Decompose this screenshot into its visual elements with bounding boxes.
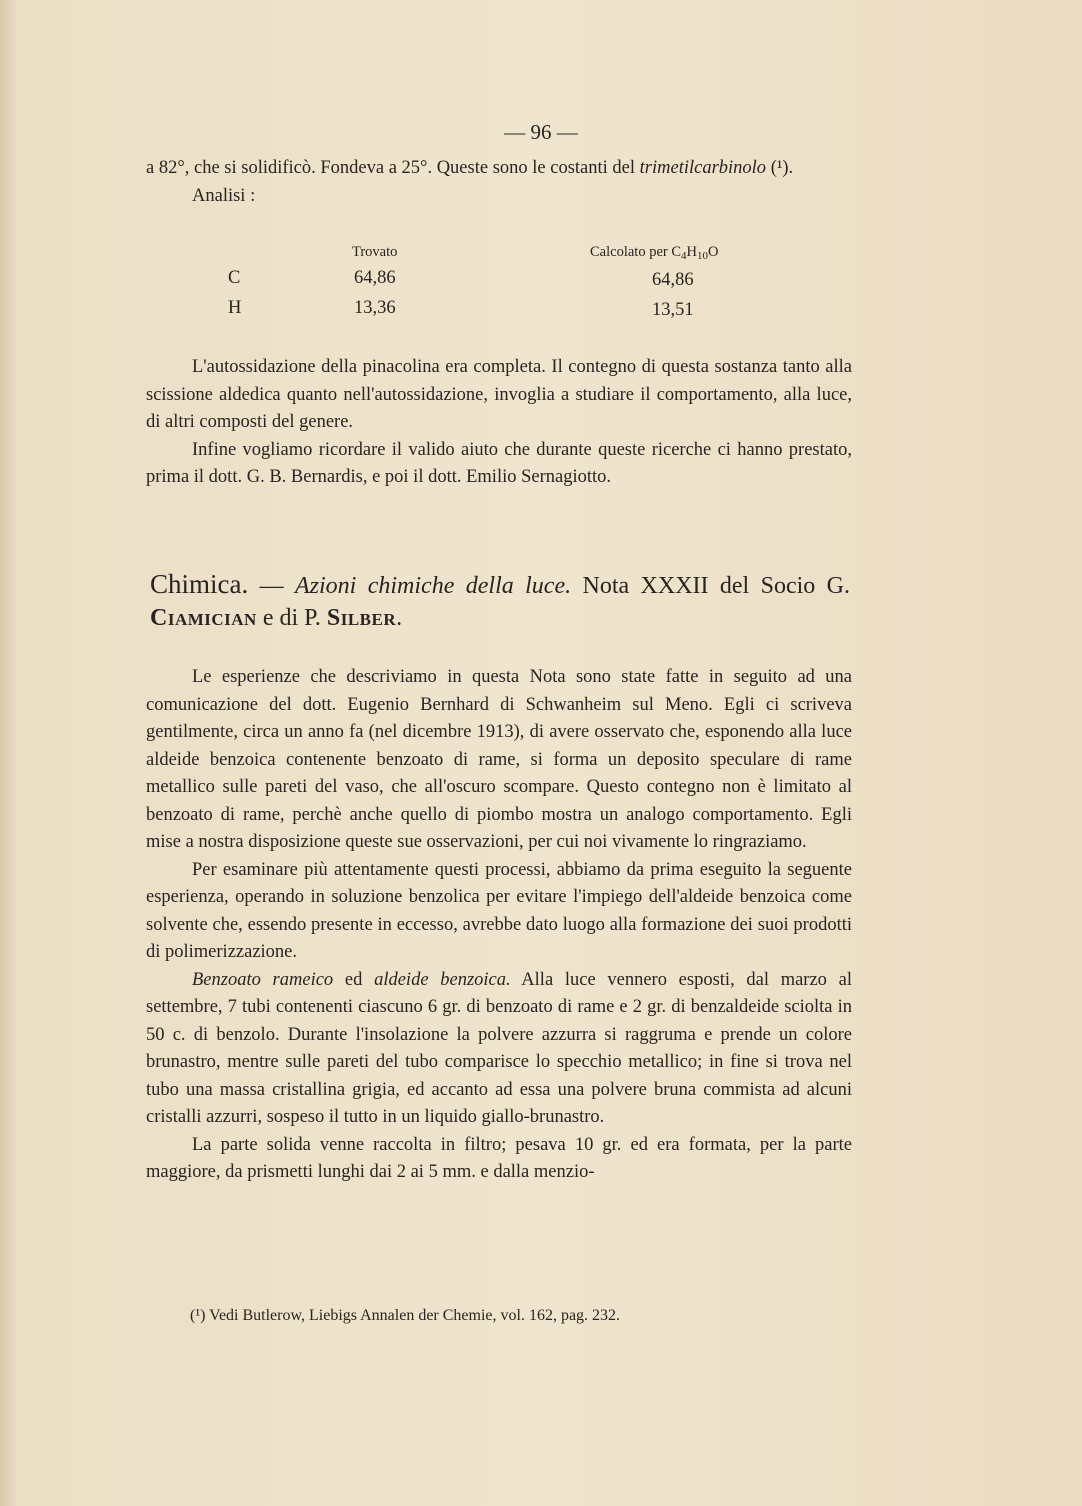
heading-subject: Chimica. [150, 569, 249, 599]
closing-block [146, 354, 852, 492]
footnote-ref: (¹). [766, 158, 794, 178]
paragraph: Per esaminare più attentamente questi processi, abbiamo da prima eseguito la seguente esperienza, operando in soluzione benzolica per evitare l'impiego dell'aldeide benzoica come solvente che, essendo presente in eccesso, avrebbe dato luogo alla formazione dei suoi prodotti di polimerizzazione. [146, 859, 852, 962]
compound-name: trimetilcarbinolo [639, 158, 767, 178]
heading-title: Azioni chimiche della luce. [295, 573, 572, 599]
paragraph: L'autossidazione della pinacolina era completa. Il contegno di questa sostanza tanto alla scissione aldedica quanto nell'autossidazione, invoglia a studiare il comportamento, alla luce, di altri composti del genere. [146, 357, 852, 432]
paragraph: Infine vogliamo ricordare il valido aiuto che durante queste ricerche ci hanno prestato, prima il dott. G. B. Bernardis, e poi il dott. Emilio Sernagiotto. [146, 439, 852, 487]
col-calc-header: Calcolato per $C_4H_{10}O$ [590, 244, 719, 262]
analysis-table [146, 240, 852, 330]
row-found: 64,86 [354, 268, 396, 288]
article-heading: Chimica. — Azioni chimiche della luce. Nota XXXII del Socio G. Ciamician e di P. Silber. [150, 569, 851, 631]
page-number: — 96 — [504, 120, 578, 144]
col-found-header: Trovato [352, 244, 398, 260]
row-element: C [228, 268, 241, 288]
intro-block [146, 155, 852, 210]
row-element: H [228, 298, 242, 318]
row-calc: 64,86 [652, 270, 694, 290]
analisi-label: Analisi : [192, 185, 256, 206]
heading-author: Ciamician [150, 605, 257, 631]
row-found: 13,36 [354, 298, 396, 318]
footnote: (¹) Vedi Butlerow, Liebigs Annalen der Chemie, vol. 162, pag. 232. [190, 1307, 621, 1324]
article-body [146, 664, 852, 1187]
row-calc: 13,51 [652, 300, 694, 320]
paragraph: Benzoato rameico ed aldeide benzoica. Alla luce vennero esposti, dal marzo al settembre, 7 tubi contenenti ciascuno 6 gr. di benzoato di rame e 2 gr. di benzaldeide sciolta in 50 c. di benzolo. Durante l'insolazione la polvere azzurra si raggruma e prende un colore brunastro, mentre sulle pareti del tubo comparisce lo specchio metallico; in fine si trova nel tubo una massa cristallina grigia, ed accanto ad essa una polvere bruna commista ad alcuni cristalli azzurri, sospeso il tutto in un liquido giallo-brunastro. [146, 969, 852, 1127]
heading-author: Silber [326, 605, 397, 631]
intro-paragraph: a 82°, che si solidificò. Fondeva a 25°. Queste sono le costanti del trimetilcarbinolo (¹). [146, 158, 794, 178]
paragraph: Le esperienze che descriviamo in questa Nota sono state fatte in seguito ad una comunicazione del dott. Eugenio Bernhard di Schwanheim sul Meno. Egli ci scriveva gentilmente, circa un anno fa (nel dicembre 1913), di avere osservato che, esponendo alla luce aldeide benzoica contenente benzoato di rame, si forma un deposito speculare di rame metallico sulle pareti del vaso, che all'oscuro scompare. Questo contegno non è limitato al benzoato di rame, perchè anche quello di piombo mostra un analogo comportamento. Egli mise a nostra disposizione queste sue osservazioni, per cui noi vivamente lo ringraziamo. [146, 667, 852, 852]
paragraph: La parte solida venne raccolta in filtro; pesava 10 gr. ed era formata, per la parte maggiore, da prismetti lunghi dai 2 ai 5 mm. e dalla menzio- [146, 1134, 852, 1182]
